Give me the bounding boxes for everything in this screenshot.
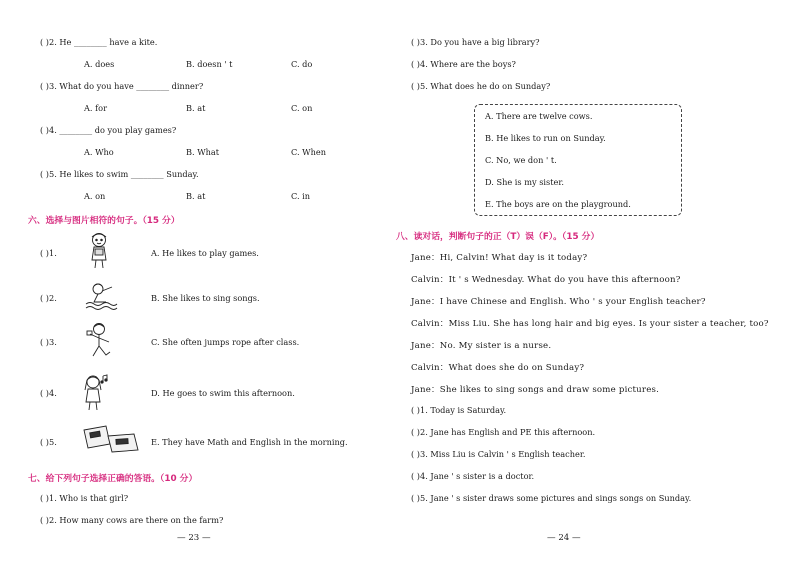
s7-q3: ( )3. Do you have a big library? <box>411 37 540 47</box>
s8-q2: ( )2. Jane has English and PE this afternoon. <box>411 427 596 437</box>
page-number-left: — 23 — <box>177 533 211 543</box>
s8-q1: ( )1. Today is Saturday. <box>411 405 507 415</box>
s5-q5-option-a: A. on <box>84 191 106 201</box>
boy-swimming-icon <box>84 282 118 312</box>
dialogue-line-5: Jane：No. My sister is a nurse. <box>411 341 552 351</box>
s8-q4: ( )4. Jane ' s sister is a doctor. <box>411 471 535 481</box>
s5-q2-option-b: B. doesn ' t <box>186 59 233 69</box>
s6-sentence-c: C. She often jumps rope after class. <box>151 337 300 347</box>
s5-q5-option-b: B. at <box>186 191 206 201</box>
s8-q3: ( )3. Miss Liu is Calvin ' s English teacher. <box>411 449 586 459</box>
dialogue-line-4: Calvin：Miss Liu. She has long hair and big eyes. Is your sister a teacher, too? <box>411 319 769 329</box>
s5-q4-option-b: B. What <box>186 147 220 157</box>
s5-q4-option-a: A. Who <box>84 147 114 157</box>
s7-q5: ( )5. What does he do on Sunday? <box>411 81 551 91</box>
s7-answer-b: B. He likes to run on Sunday. <box>485 133 606 143</box>
s5-q5-stem: ( )5. He likes to swim ________ Sunday. <box>40 169 199 179</box>
s5-q4-option-c: C. When <box>291 147 326 157</box>
dialogue-line-1: Jane：Hi, Calvin! What day is it today? <box>411 253 588 263</box>
s6-sentence-a: A. He likes to play games. <box>151 248 259 258</box>
s6-item-1-number: ( )1. <box>40 248 57 258</box>
section-7-title: 七、给下列句子选择正确的答语。（10 分） <box>28 474 198 484</box>
s8-q5: ( )5. Jane ' s sister draws some pictures and sings songs on Sunday. <box>411 493 692 503</box>
section-8-title: 八、读对话，判断句子的正（T）误（F）。（15 分） <box>396 232 600 242</box>
s6-sentence-e: E. They have Math and English in the morning. <box>151 437 348 447</box>
dialogue-line-3: Jane：I have Chinese and English. Who ' s your English teacher? <box>411 297 706 307</box>
dialogue-line-6: Calvin：What does she do on Sunday? <box>411 363 585 373</box>
section-6-title: 六、选择与图片相符的句子。（15 分） <box>28 216 180 226</box>
books-icon <box>82 424 140 454</box>
s7-q1: ( )1. Who is that girl? <box>40 493 129 503</box>
s7-q4: ( )4. Where are the boys? <box>411 59 516 69</box>
s5-q3-option-b: B. at <box>186 103 206 113</box>
s5-q2-option-c: C. do <box>291 59 313 69</box>
s7-answer-e: E. The boys are on the playground. <box>485 199 631 209</box>
s6-sentence-d: D. He goes to swim this afternoon. <box>151 388 295 398</box>
s6-sentence-b: B. She likes to sing songs. <box>151 293 260 303</box>
girl-singing-icon <box>80 372 110 412</box>
s6-item-5-number: ( )5. <box>40 437 57 447</box>
s7-answer-c: C. No, we don ' t. <box>485 155 557 165</box>
page-number-right: — 24 — <box>547 533 581 543</box>
s7-q2: ( )2. How many cows are there on the farm? <box>40 515 224 525</box>
s5-q2-option-a: A. does <box>84 59 115 69</box>
s6-item-3-number: ( )3. <box>40 337 57 347</box>
s7-answer-a: A. There are twelve cows. <box>485 111 593 121</box>
dialogue-line-7: Jane：She likes to sing songs and draw some pictures. <box>411 385 660 395</box>
s6-item-2-number: ( )2. <box>40 293 57 303</box>
s5-q3-option-a: A. for <box>84 103 107 113</box>
s5-q5-option-c: C. in <box>291 191 311 201</box>
boy-playing-icon <box>84 322 114 360</box>
s5-q3-stem: ( )3. What do you have ________ dinner? <box>40 81 204 91</box>
girl-reading-icon <box>86 231 112 271</box>
dialogue-line-2: Calvin：It ' s Wednesday. What do you have this afternoon? <box>411 275 681 285</box>
s5-q3-option-c: C. on <box>291 103 313 113</box>
s7-answer-d: D. She is my sister. <box>485 177 564 187</box>
s6-item-4-number: ( )4. <box>40 388 57 398</box>
s5-q2-stem: ( )2. He ________ have a kite. <box>40 37 158 47</box>
s5-q4-stem: ( )4. ________ do you play games? <box>40 125 177 135</box>
